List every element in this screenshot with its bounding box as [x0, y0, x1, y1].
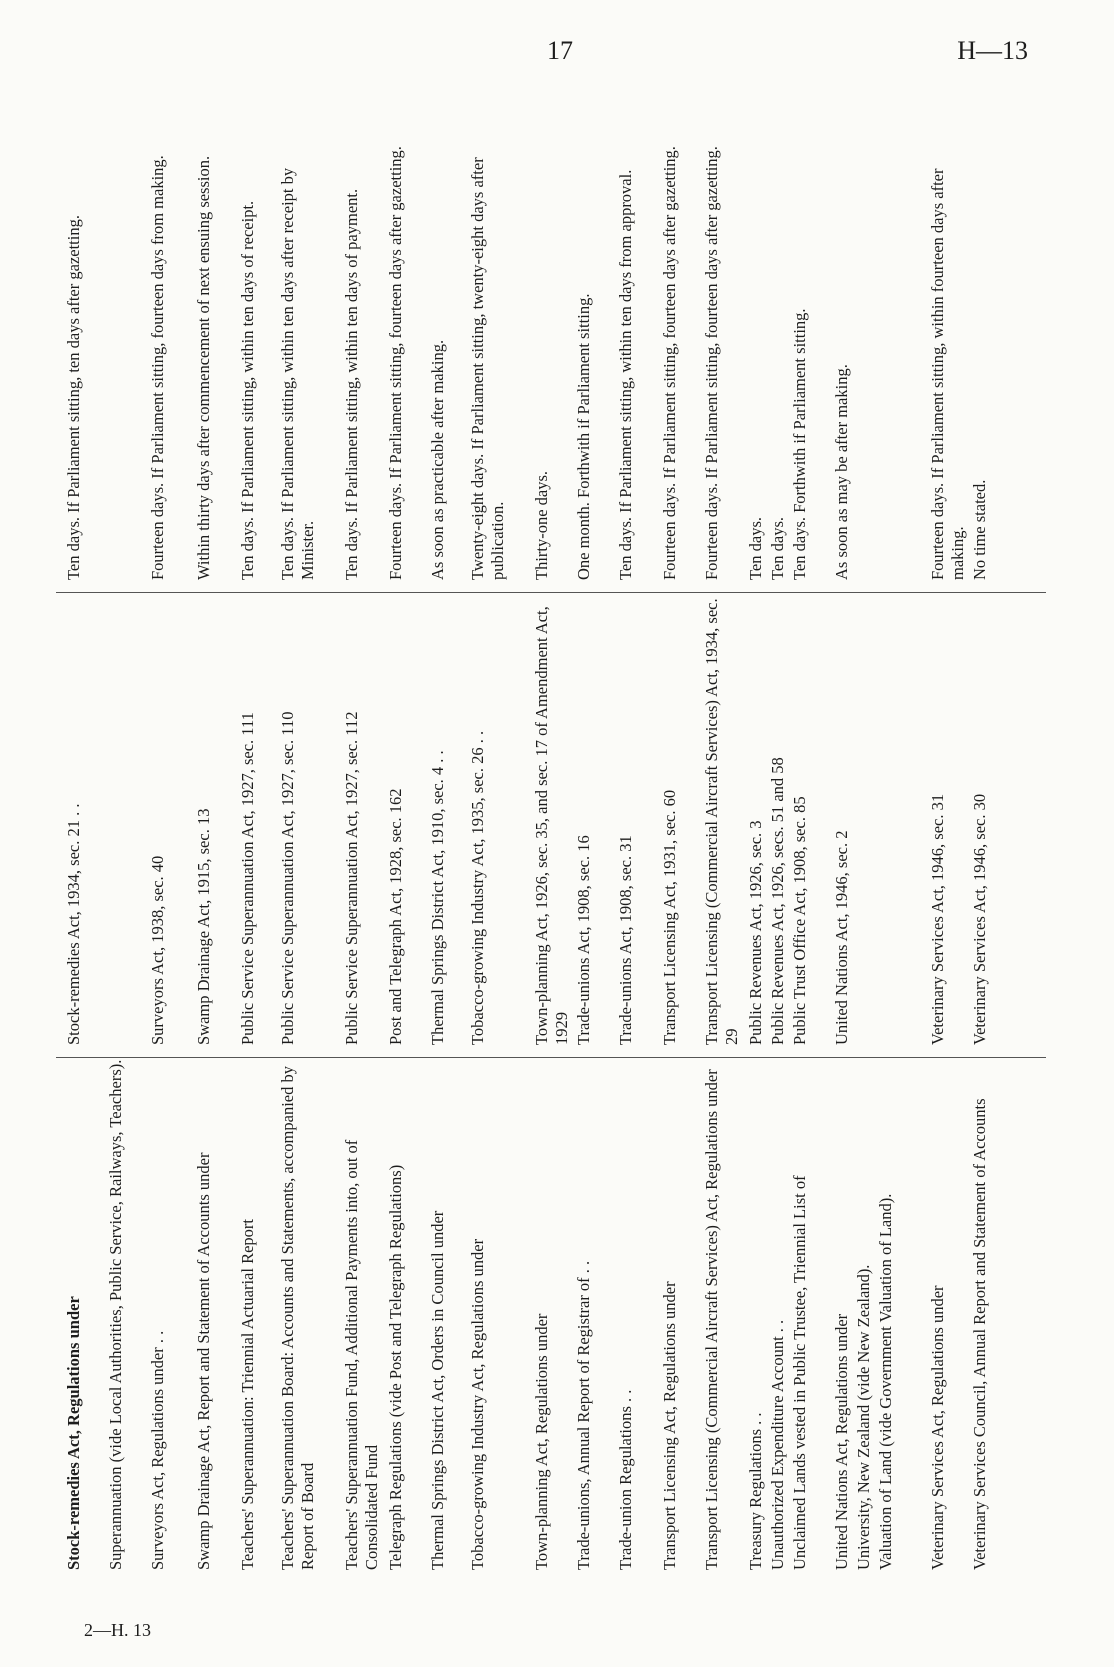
act-cell: Public Trust Office Act, 1908, sec. 85	[790, 796, 809, 1045]
time-cell: Ten days. If Parliament sitting, within ten days of receipt.	[238, 200, 257, 580]
subject-cell: Treasury Regulations . .	[746, 1412, 765, 1570]
printer-signature: 2—H. 13	[84, 1620, 151, 1640]
time-cell: Ten days. Forthwith if Parliament sitting.	[790, 308, 809, 580]
act-cell: Swamp Drainage Act, 1915, sec. 13	[194, 808, 213, 1045]
act-cell: Public Service Superannuation Act, 1927, sec. 111	[238, 712, 257, 1045]
act-cell: Trade-unions Act, 1908, sec. 16	[574, 835, 593, 1045]
subject-cell: Veterinary Services Council, Annual Report and Statement of Accounts	[970, 1098, 989, 1570]
subject-cell: Unauthorized Expenditure Account . .	[768, 1319, 787, 1570]
act-cell: Town-planning Act, 1926, sec. 35, and sec. 17 of Amendment Act, 1929	[532, 606, 571, 1045]
subject-cell: University, New Zealand (vide New Zealand).	[854, 1264, 873, 1570]
time-cell: As soon as practicable after making.	[428, 339, 447, 580]
time-cell: Fourteen days. If Parliament sitting, fourteen days after gazetting.	[386, 146, 405, 580]
time-cell: Ten days. If Parliament sitting, within ten days from approval.	[616, 169, 635, 580]
time-cell: No time stated.	[970, 479, 989, 580]
act-cell: Thermal Springs District Act, 1910, sec. 4 . .	[428, 750, 447, 1045]
subject-cell: Trade-union Regulations . .	[616, 1389, 635, 1570]
time-cell: Ten days. If Parliament sitting, within ten days after receipt by Minister.	[278, 167, 317, 580]
document-reference: H—13	[957, 36, 1028, 65]
subject-cell: Stock-remedies Act, Regulations under	[64, 1296, 83, 1570]
subject-cell: Tobacco-growing Industry Act, Regulations under	[468, 1238, 487, 1570]
subject-cell: Veterinary Services Act, Regulations under	[928, 1285, 947, 1570]
subject-cell: Transport Licensing Act, Regulations under	[660, 1281, 679, 1570]
time-cell: As soon as may be after making.	[832, 364, 851, 580]
act-cell: Surveyors Act, 1938, sec. 40	[148, 855, 167, 1045]
subject-cell: Telegraph Regulations (vide Post and Telegraph Regulations)	[386, 1164, 405, 1570]
act-cell: Public Revenues Act, 1926, secs. 51 and 58	[768, 757, 787, 1045]
act-cell: Public Revenues Act, 1926, sec. 3	[746, 820, 765, 1045]
time-cell: Fourteen days. If Parliament sitting, fourteen days after gazetting.	[660, 146, 679, 580]
act-cell: Public Service Superannuation Act, 1927, sec. 112	[342, 711, 361, 1045]
act-cell: Public Service Superannuation Act, 1927, sec. 110	[278, 711, 297, 1045]
subject-cell: Transport Licensing (Commercial Aircraft Services) Act, Regulations under	[702, 1069, 721, 1570]
act-cell: Tobacco-growing Industry Act, 1935, sec. 26 . .	[468, 730, 487, 1045]
time-cell: One month. Forthwith if Parliament sitting.	[574, 293, 593, 580]
subject-cell: Town-planning Act, Regulations under	[532, 1313, 551, 1570]
subject-cell: Trade-unions, Annual Report of Registrar of . .	[574, 1260, 593, 1570]
subject-column	[56, 1058, 1046, 1570]
subject-cell: Superannuation (vide Local Authorities, Public Service, Railways, Teachers).	[106, 1059, 125, 1570]
subject-cell: Surveyors Act, Regulations under . .	[148, 1330, 167, 1570]
time-cell: Twenty-eight days. If Parliament sitting, twenty-eight days after publication.	[468, 157, 507, 580]
act-cell: Post and Telegraph Act, 1928, sec. 162	[386, 788, 405, 1045]
act-column	[56, 593, 1046, 1058]
subject-cell: Swamp Drainage Act, Report and Statement of Accounts under	[194, 1152, 213, 1570]
time-cell: Ten days. If Parliament sitting, ten days after gazetting.	[64, 215, 83, 580]
time-cell: Ten days.	[746, 517, 765, 580]
page-number: 17	[547, 36, 573, 65]
time-cell: Fourteen days. If Parliament sitting, within fourteen days after making.	[928, 168, 967, 580]
time-cell: Fourteen days. If Parliament sitting, fourteen days after gazetting.	[702, 146, 721, 580]
rotated-table	[56, 130, 1046, 1570]
time-cell: Within thirty days after commencement of next ensuing session.	[194, 155, 213, 580]
time-cell: Ten days. If Parliament sitting, within ten days of payment.	[342, 188, 361, 580]
subject-cell: Teachers' Superannuation Board: Accounts and Statements, accompanied by Report of Board	[278, 1066, 317, 1570]
time-column	[56, 140, 1046, 593]
subject-cell: Teachers' Superannuation Fund, Additional Payments into, out of Consolidated Fund	[342, 1139, 381, 1570]
time-cell: Fourteen days. If Parliament sitting, fourteen days from making.	[148, 155, 167, 580]
act-cell: Transport Licensing (Commercial Aircraft Services) Act, 1934, sec. 29	[702, 598, 741, 1045]
time-cell: Ten days.	[768, 517, 787, 580]
subject-cell: United Nations Act, Regulations under	[832, 1313, 851, 1570]
time-cell: Thirty-one days.	[532, 470, 551, 580]
act-cell: United Nations Act, 1946, sec. 2	[832, 830, 851, 1045]
act-cell: Stock-remedies Act, 1934, sec. 21 . .	[64, 803, 83, 1045]
act-cell: Veterinary Services Act, 1946, sec. 31	[928, 793, 947, 1045]
subject-cell: Valuation of Land (vide Government Valuation of Land).	[876, 1193, 895, 1570]
act-cell: Veterinary Services Act, 1946, sec. 30	[970, 793, 989, 1045]
subject-cell: Unclaimed Lands vested in Public Trustee, Triennial List of	[790, 1175, 809, 1570]
act-cell: Transport Licensing Act, 1931, sec. 60	[660, 789, 679, 1045]
act-cell: Trade-unions Act, 1908, sec. 31	[616, 835, 635, 1045]
subject-cell: Teachers' Superannuation: Triennial Actuarial Report	[238, 1219, 257, 1570]
subject-cell: Thermal Springs District Act, Orders in Council under	[428, 1210, 447, 1570]
